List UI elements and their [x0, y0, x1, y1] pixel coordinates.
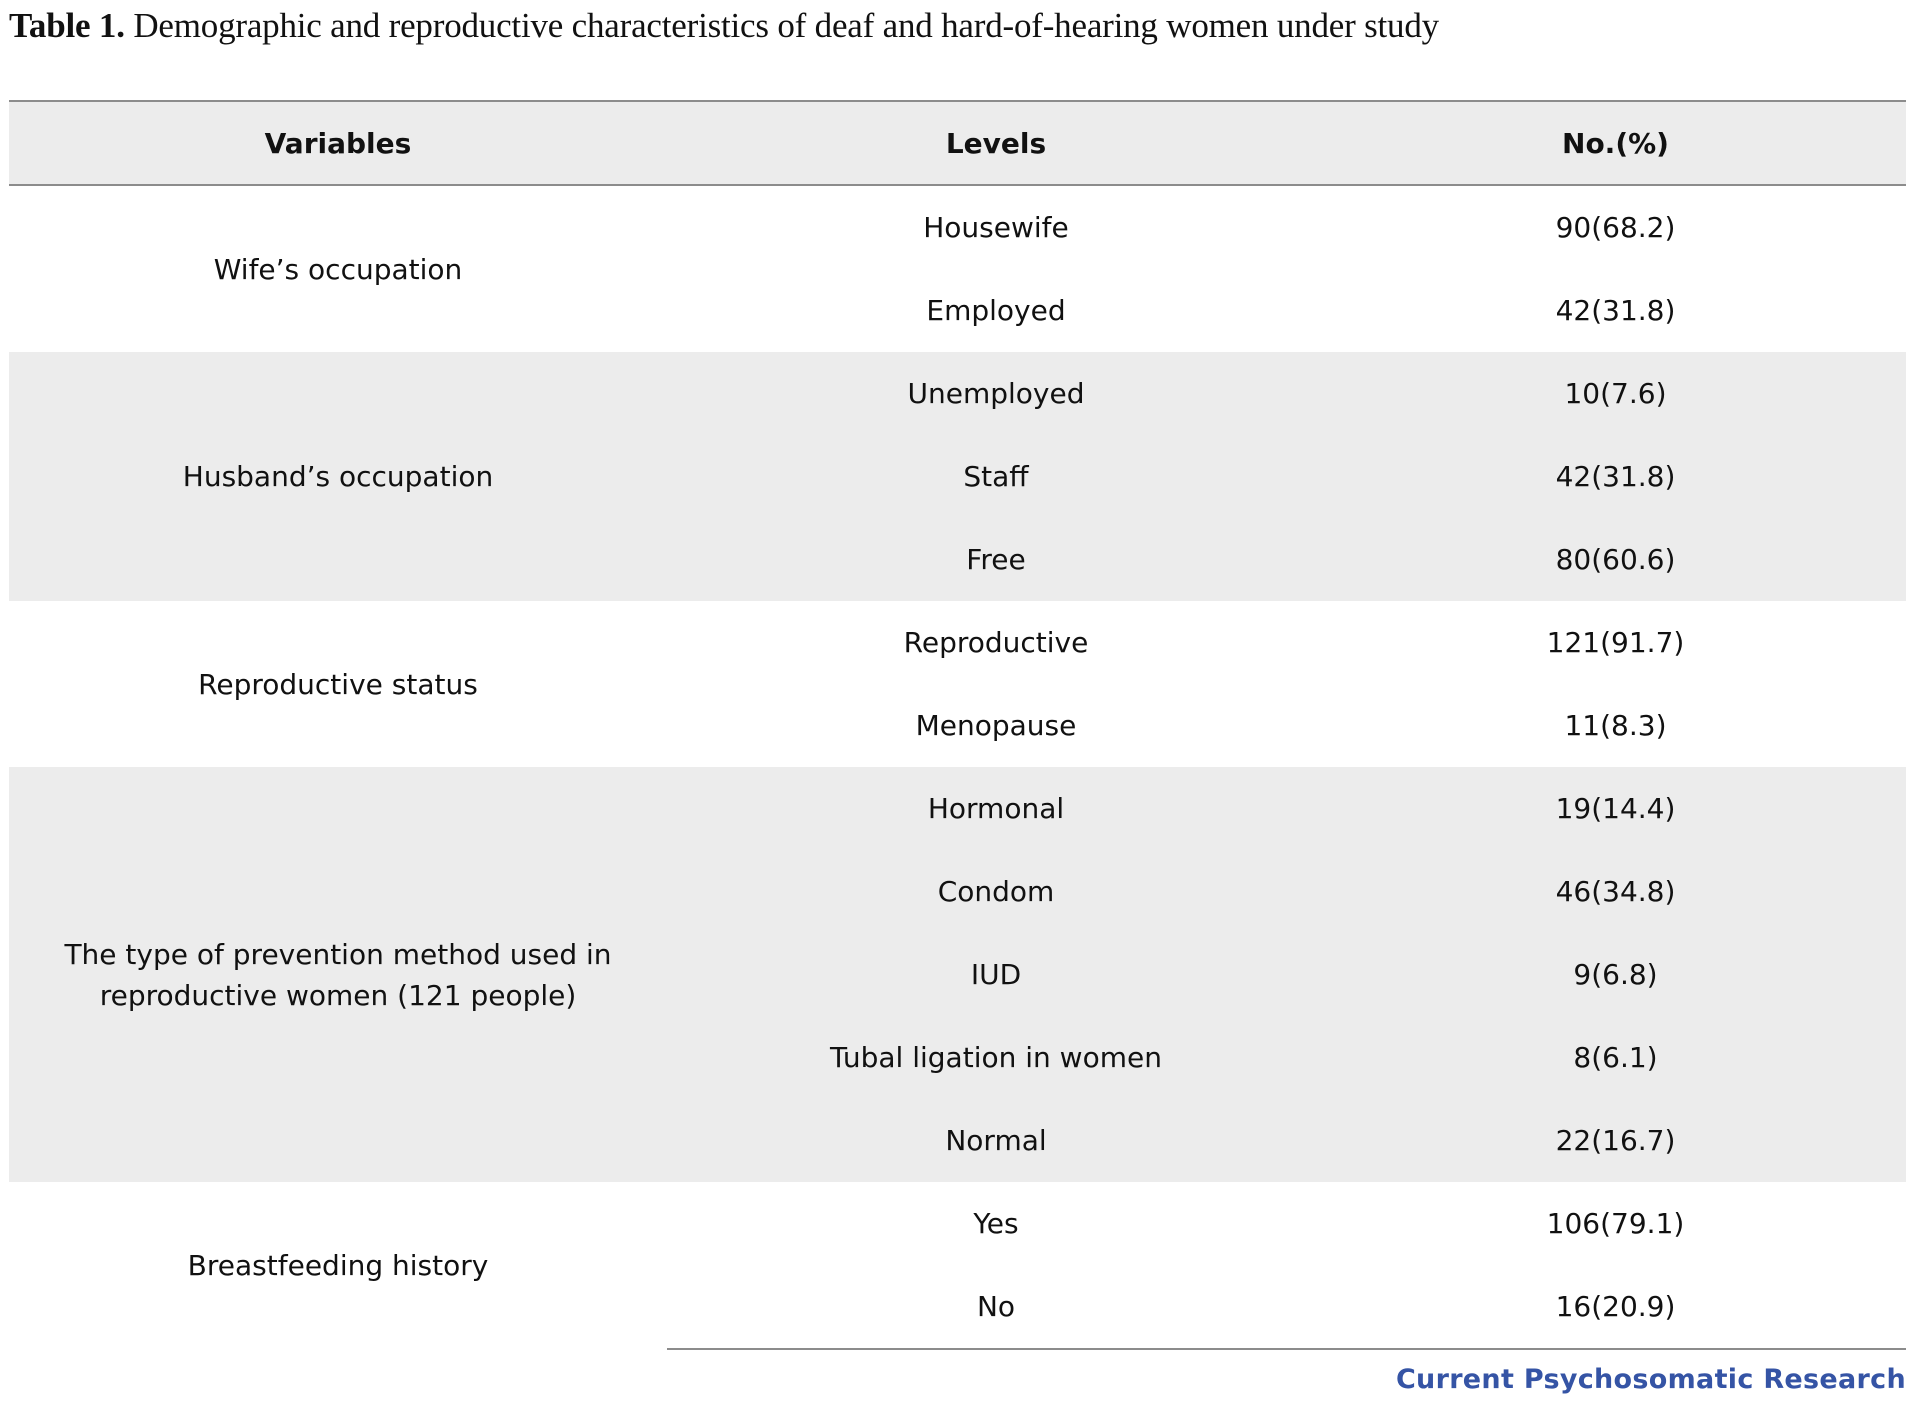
level-cell: Yes [973, 1207, 1019, 1240]
table-caption [9, 6, 1439, 46]
table-body [9, 185, 1906, 1349]
count-cell: 80(60.6) [1325, 518, 1906, 601]
count-cell: 16(20.9) [1325, 1265, 1906, 1349]
variable-cell: Breastfeeding history [187, 1249, 489, 1282]
variable-cell: Wife’s occupation [213, 252, 463, 286]
count-cell: 46(34.8) [1325, 850, 1906, 933]
level-cell: Staff [667, 435, 1325, 518]
count-cell: 42(31.8) [1325, 435, 1906, 518]
variable-cell: Reproductive status [198, 667, 478, 701]
variable-cell: The type of prevention method used in reproductive women (121 people) [9, 767, 667, 1182]
count-cell: 42(31.8) [1555, 294, 1676, 327]
count-cell: 10(7.6) [1325, 352, 1906, 435]
count-cell: 121(91.7) [1546, 626, 1685, 659]
table-caption-text: Demographic and reproductive characteristics of deaf and hard-of-hearing women under study [133, 6, 1439, 45]
count-cell: 22(16.7) [1325, 1099, 1906, 1182]
level-cell: Reproductive [903, 626, 1089, 659]
level-cell: Tubal ligation in women [667, 1016, 1325, 1099]
variable-cell: Husband’s occupation [9, 352, 667, 601]
level-cell: No [667, 1265, 1325, 1349]
count-cell: 9(6.8) [1325, 933, 1906, 1016]
count-cell: 8(6.1) [1325, 1016, 1906, 1099]
count-cell: 90(68.2) [1555, 211, 1676, 244]
header-variables: Variables [9, 101, 667, 185]
level-cell: Normal [667, 1099, 1325, 1182]
level-cell: Condom [667, 850, 1325, 933]
level-cell: Housewife [923, 211, 1069, 244]
level-cell: IUD [667, 933, 1325, 1016]
table-caption-label: Table 1. [9, 6, 125, 45]
journal-brand: Current Psychosomatic Research [1395, 1364, 1906, 1395]
level-cell: Employed [926, 294, 1066, 327]
table-row [9, 767, 1906, 850]
level-cell: Free [667, 518, 1325, 601]
data-table [9, 100, 1906, 1350]
level-cell: Hormonal [667, 767, 1325, 850]
table-header [9, 101, 1906, 185]
table-row [9, 185, 1906, 269]
table-row [9, 1182, 1906, 1265]
level-cell: Menopause [915, 709, 1077, 742]
count-cell: 19(14.4) [1325, 767, 1906, 850]
header-count: No.(%) [1325, 101, 1906, 185]
table-row [9, 352, 1906, 435]
header-row [9, 101, 1906, 185]
header-levels: Levels [667, 101, 1325, 185]
table-row [9, 601, 1906, 684]
level-cell: Unemployed [667, 352, 1325, 435]
count-cell: 106(79.1) [1546, 1207, 1685, 1240]
count-cell: 11(8.3) [1564, 709, 1667, 742]
